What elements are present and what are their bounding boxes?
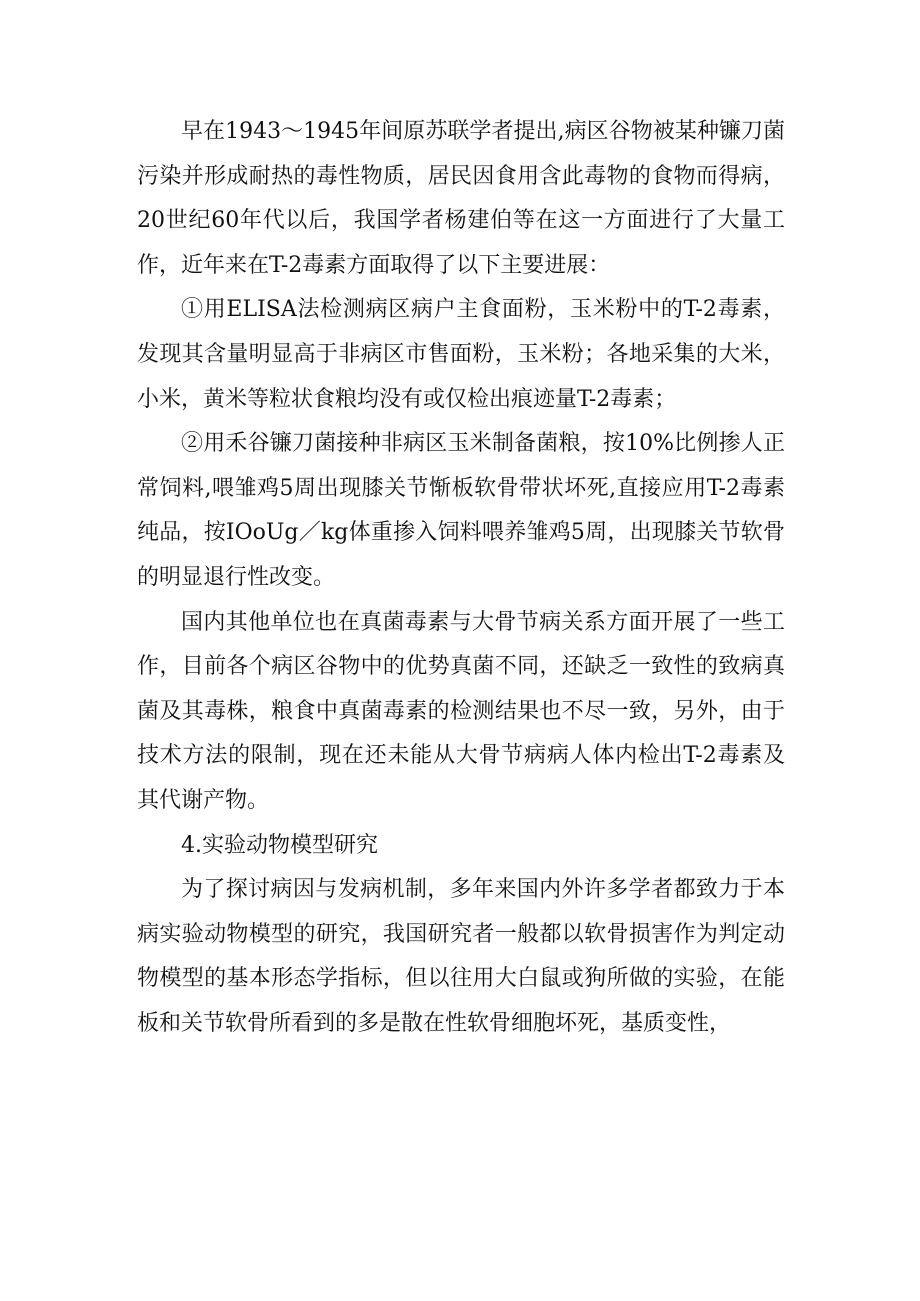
paragraph-2: ①用ELISA法检测病区病户主食面粉，玉米粉中的T-2毒素，发现其含量明显高于非病区市售面粉，玉米粉；各地采集的大米，小米，黄米等粒状食粮均没有或仅检出痕迹量T-2毒素； (137, 297, 785, 412)
section-heading: 4.实验动物模型研究 (181, 832, 378, 858)
paragraph-3: ②用禾谷镰刀菌接种非病区玉米制备菌粮，按10%比例掺人正常饲料,喂雏鸡5周出现膝关节惭板软骨带状坏死,直接应用T-2毒素纯品，按IOoUg／kg体重掺入饲料喂养雏鸡5周，出现膝关节软骨的明显退行性改变。 (137, 431, 785, 590)
document-body (137, 110, 785, 1046)
paragraph-4: 国内其他单位也在真菌毒素与大骨节病关系方面开展了一些工作，目前各个病区谷物中的优势真菌不同，还缺乏一致性的致病真菌及其毒株，粮食中真菌毒素的检测结果也不尽一致，另外，由于技术方法的限制，现在还未能从大骨节病病人体内检出T-2毒素及其代谢产物。 (137, 609, 785, 813)
paragraph-5: 为了探讨病因与发病机制，多年来国内外许多学者都致力于本病实验动物模型的研究，我国研究者一般都以软骨损害作为判定动物模型的基本形态学指标，但以往用大白鼠或狗所做的实验，在能板和关节软骨所看到的多是散在性软骨细胞坏死，基质变性， (137, 877, 785, 1036)
paragraph-1: 早在1943～1945年间原苏联学者提出,病区谷物被某种镰刀菌污染并形成耐热的毒性物质，居民因食用含此毒物的食物而得病，20世纪60年代以后，我国学者杨建伯等在这一方面进行了大量工作，近年来在T-2毒素方面取得了以下主要进展： (137, 119, 785, 278)
